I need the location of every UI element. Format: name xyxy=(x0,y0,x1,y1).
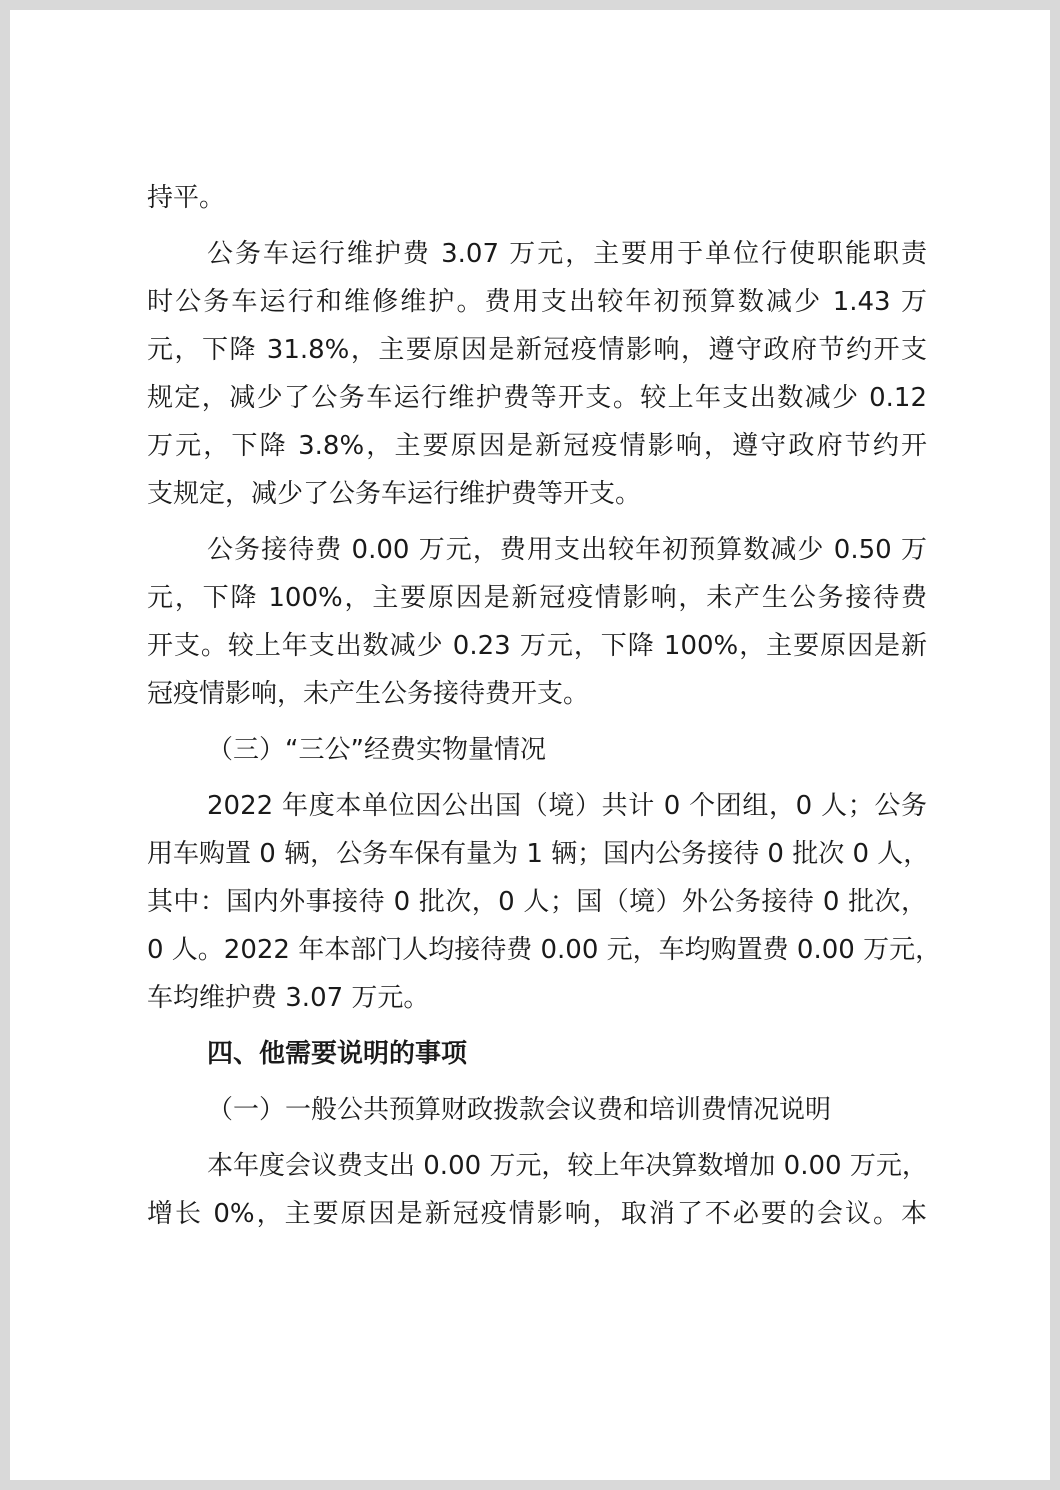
text-line: 2022 年度本单位因公出国（境）共计 0 个团组，0 人；公务 xyxy=(207,791,927,821)
text-line: 开支。较上年支出数减少 0.23 万元，下降 100%，主要原因是新 xyxy=(147,631,927,661)
text-line: 持平。 xyxy=(147,183,226,213)
text-line: 本年度会议费支出 0.00 万元，较上年决算数增加 0.00 万元， xyxy=(207,1151,928,1181)
section-heading: （三）“三公”经费实物量情况 xyxy=(207,735,546,765)
text-line: 支规定，减少了公务车运行维护费等开支。 xyxy=(147,479,642,509)
text-line: 公务车运行维护费 3.07 万元，主要用于单位行使职能职责 xyxy=(207,239,927,269)
text-line: 公务接待费 0.00 万元，费用支出较年初预算数减少 0.50 万 xyxy=(207,535,927,565)
section-heading: 四、他需要说明的事项 xyxy=(207,1039,468,1069)
text-line: 其中：国内外事接待 0 批次，0 人；国（境）外公务接待 0 批次， xyxy=(147,887,927,917)
text-line: 时公务车运行和维修维护。费用支出较年初预算数减少 1.43 万 xyxy=(147,287,927,317)
section-heading: （一）一般公共预算财政拨款会议费和培训费情况说明 xyxy=(207,1095,832,1125)
text-line: 规定，减少了公务车运行维护费等开支。较上年支出数减少 0.12 xyxy=(147,383,927,413)
text-line: 0 人。2022 年本部门人均接待费 0.00 元，车均购置费 0.00 万元， xyxy=(147,935,942,965)
text-line: 增长 0%，主要原因是新冠疫情影响，取消了不必要的会议。本 xyxy=(147,1199,927,1229)
text-line: 冠疫情影响，未产生公务接待费开支。 xyxy=(147,679,590,709)
document-page xyxy=(10,10,1050,1480)
text-line: 元，下降 31.8%，主要原因是新冠疫情影响，遵守政府节约开支 xyxy=(147,335,927,365)
text-line: 万元，下降 3.8%，主要原因是新冠疫情影响，遵守政府节约开 xyxy=(147,431,927,461)
document-body xyxy=(147,174,942,1238)
text-line: 元，下降 100%，主要原因是新冠疫情影响，未产生公务接待费 xyxy=(147,583,927,613)
text-line: 用车购置 0 辆，公务车保有量为 1 辆；国内公务接待 0 批次 0 人， xyxy=(147,839,930,869)
text-line: 车均维护费 3.07 万元。 xyxy=(147,983,430,1013)
